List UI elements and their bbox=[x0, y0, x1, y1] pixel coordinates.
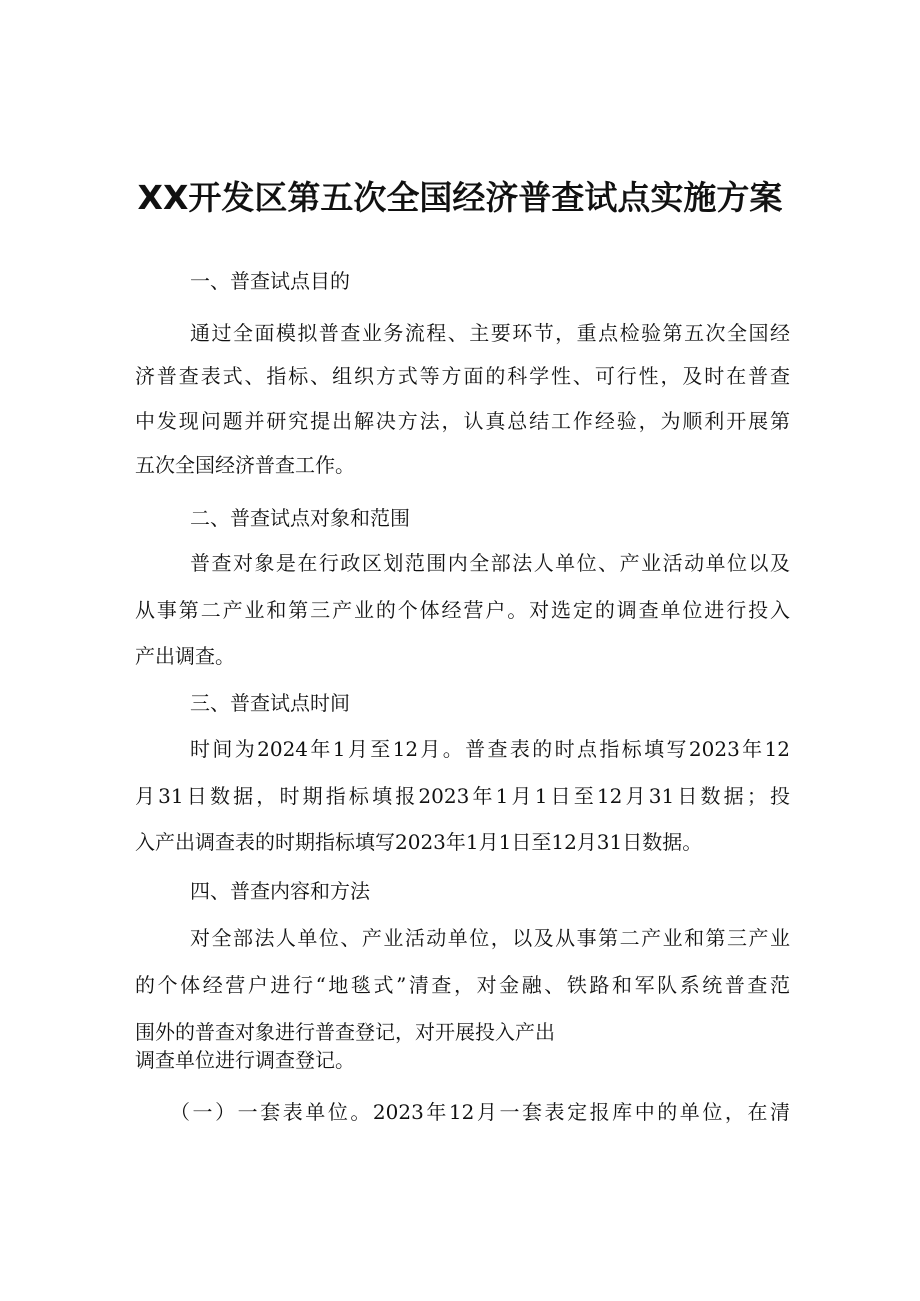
document-title: XX开发区第五次全国经济普查试点实施方案 bbox=[137, 178, 783, 217]
paragraph-line: 调查单位进行调查登记。 bbox=[135, 1048, 355, 1072]
paragraph-line: 中发现问题并研究提出解决方法，认真总结工作经验，为顺利开展第 bbox=[135, 409, 790, 433]
paragraph-line: 普查对象是在行政区划范围内全部法人单位、产业活动单位以及 bbox=[190, 551, 790, 575]
paragraph-line: 通过全面模拟普查业务流程、主要环节，重点检验第五次全国经 bbox=[190, 321, 790, 345]
paragraph-line: 入产出调查表的时期指标填写2023年1月1日至12月31日数据。 bbox=[135, 830, 703, 854]
section-heading-1: 一、普查试点目的 bbox=[190, 269, 350, 293]
section-heading-4: 四、普查内容和方法 bbox=[190, 879, 370, 903]
paragraph-line: 济普查表式、指标、组织方式等方面的科学性、可行性，及时在普查 bbox=[135, 364, 790, 388]
paragraph-line: 从事第二产业和第三产业的个体经营户。对选定的调查单位进行投入 bbox=[135, 598, 790, 622]
section-heading-3: 三、普查试点时间 bbox=[190, 691, 350, 715]
paragraph-line: 围外的普查对象进行普查登记，对开展投入产出 bbox=[135, 1020, 555, 1044]
paragraph-line: 五次全国经济普查工作。 bbox=[135, 453, 355, 477]
paragraph-line: 产出调查。 bbox=[135, 644, 235, 668]
paragraph-line: （一）一套表单位。2023年12月一套表定报库中的单位，在清 bbox=[170, 1100, 790, 1124]
paragraph-line: 的个体经营户进行“地毯式”清查，对金融、铁路和军队系统普查范 bbox=[135, 973, 790, 997]
paragraph-line: 时间为2024年1月至12月。普查表的时点指标填写2023年12 bbox=[190, 737, 790, 761]
section-heading-2: 二、普查试点对象和范围 bbox=[190, 506, 410, 530]
paragraph-line: 月31日数据，时期指标填报2023年1月1日至12月31日数据；投 bbox=[135, 784, 790, 808]
paragraph-line: 对全部法人单位、产业活动单位，以及从事第二产业和第三产业 bbox=[190, 926, 790, 950]
